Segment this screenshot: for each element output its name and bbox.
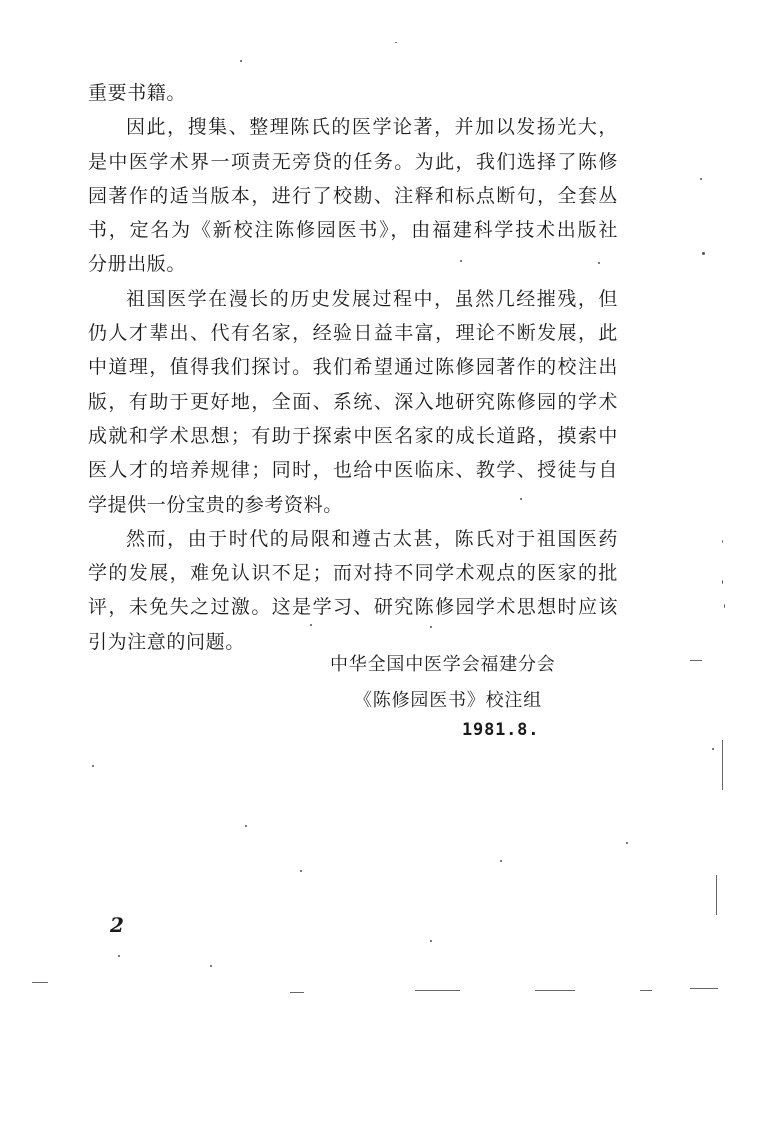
text-line: 引为注意的问题。	[88, 630, 245, 653]
signature-group: 《陈修园医书》校注组	[354, 690, 542, 711]
scan-speck	[118, 955, 120, 957]
text-line: 然而，由于时代的局限和遵古太甚，陈氏对于祖国医药	[126, 527, 618, 550]
scan-scratch	[290, 992, 304, 993]
text-line: 成就和学术思想；有助于探索中医名家的成长道路，摸索中	[88, 424, 618, 447]
scan-scratch	[690, 988, 718, 989]
text-line: 因此，搜集、整理陈氏的医学论著，并加以发扬光大，	[126, 116, 618, 139]
scan-scratch	[640, 990, 652, 991]
scan-scratch	[716, 875, 717, 915]
text-line: 祖国医学在漫长的历史发展过程中，虽然几经摧残，但	[126, 287, 618, 310]
scan-scratch	[690, 660, 702, 661]
scan-scratch	[722, 740, 723, 790]
scan-scratch	[415, 990, 460, 991]
scan-scratch	[535, 990, 575, 991]
scan-speck	[430, 626, 432, 628]
signature-organization: 中华全国中医学会福建分会	[330, 654, 556, 675]
scan-speck	[724, 604, 725, 608]
scan-speck	[712, 748, 714, 750]
scan-speck	[702, 252, 705, 255]
scan-speck	[722, 580, 723, 584]
signature-date: 1981.8.	[462, 720, 540, 740]
text-line: 版，有助于更好地，全面、系统、深入地研究陈修园的学术	[88, 390, 618, 413]
text-line: 仍人才辈出、代有名家，经验日益丰富，理论不断发展，此	[88, 322, 618, 345]
scan-speck	[430, 940, 432, 942]
text-line: 学提供一份宝贵的参考资料。	[88, 493, 343, 516]
text-line: 学的发展，难免认识不足；而对持不同学术观点的医家的批	[88, 562, 618, 585]
scan-speck	[300, 870, 302, 872]
body-text	[88, 76, 618, 659]
scan-speck	[92, 765, 94, 767]
scan-speck	[310, 624, 312, 626]
text-line: 书，定名为《新校注陈修园医书》，由福建科学技术出版社	[88, 219, 618, 242]
scan-speck	[395, 42, 397, 43]
scan-speck	[245, 825, 247, 827]
text-line: 园著作的适当版本，进行了校勘、注释和标点断句，全套丛	[88, 184, 618, 207]
scan-speck	[210, 965, 212, 967]
scan-speck	[240, 60, 242, 62]
page-number: 2	[110, 913, 124, 937]
scan-speck	[460, 260, 462, 262]
scan-speck	[700, 178, 702, 180]
scan-speck	[722, 540, 723, 543]
text-line: 分册出版。	[88, 253, 187, 276]
text-line: 医人才的培养规律；同时，也给中医临床、教学、授徒与自	[88, 459, 618, 482]
scan-speck	[626, 842, 628, 844]
scan-speck	[520, 498, 522, 500]
text-line: 是中医学术界一项责无旁贷的任务。为此，我们选择了陈修	[88, 150, 618, 173]
scan-speck	[598, 262, 600, 264]
scan-speck	[500, 860, 502, 862]
text-line: 评，未免失之过激。这是学习、研究陈修园学术思想时应该	[88, 596, 618, 619]
text-line: 重要书籍。	[88, 82, 187, 104]
scan-scratch	[32, 982, 48, 983]
text-line: 中道理，值得我们探讨。我们希望通过陈修园著作的校注出	[88, 356, 618, 379]
